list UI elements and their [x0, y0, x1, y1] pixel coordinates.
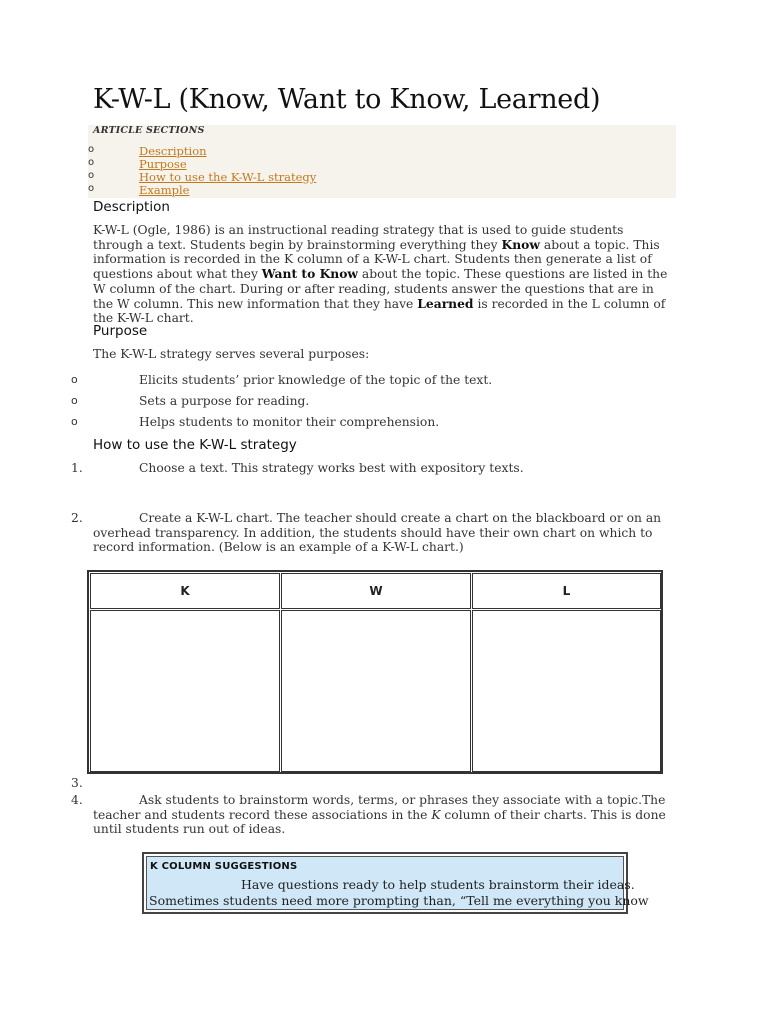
purpose-item-text: Elicits students’ prior knowledge of the topic of the text. — [139, 373, 493, 387]
step-4-text-part: column of their charts. This is done until students run out of ideas. — [93, 807, 666, 836]
bullet-marker: o — [88, 144, 95, 155]
purpose-item — [71, 394, 671, 410]
section-link-how-to[interactable]: How to use the K-W-L strategy — [139, 170, 317, 184]
step-4-text — [93, 793, 676, 837]
description-bold-learned: Learned — [417, 295, 474, 311]
step-number: 2. — [71, 511, 83, 525]
kwl-cell-k — [90, 610, 280, 772]
purpose-item-text: Sets a purpose for reading. — [139, 394, 310, 408]
purpose-item — [71, 373, 671, 389]
description-heading: Description — [93, 199, 170, 215]
step-4-k-italic: K — [431, 807, 441, 822]
bullet-marker: o — [71, 373, 78, 386]
section-link-description[interactable]: Description — [139, 144, 207, 158]
description-text: is recorded in the L column of the K-W-L chart. — [93, 296, 666, 326]
kwl-header-k: K — [90, 573, 280, 609]
step-2-text: Create a K-W-L chart. The teacher should create a chart on the blackboard or on an overhead transparency. In addition, the students should have their own chart on which to record information. (Below is an example of a K-W-L chart.) — [93, 511, 662, 554]
step-4-text-part: Ask students to brainstorm words, terms, or phrases they associate with a topic.The teacher and students record these associations in the — [93, 793, 666, 822]
k-column-suggestions-title: K COLUMN SUGGESTIONS — [150, 861, 298, 872]
step-number: 3. — [71, 776, 83, 790]
section-item — [88, 144, 676, 157]
section-link-purpose[interactable]: Purpose — [139, 157, 187, 171]
kwl-cell-w — [281, 610, 471, 772]
description-text: about a topic. This information is recorded in the K column of a K-W-L chart. Students then generate a list of questions about what they — [93, 237, 660, 282]
section-item — [88, 183, 676, 196]
k-column-suggestions-panel — [146, 856, 649, 910]
page-title: K-W-L (Know, Want to Know, Learned) — [93, 84, 601, 115]
bullet-marker: o — [88, 183, 95, 194]
kwl-header-w: W — [281, 573, 471, 609]
description-text: about the topic. These questions are listed in the W column of the chart. During or after reading, students answer the questions that are in the W column. This new information that they have — [93, 267, 668, 311]
step-1-text: Choose a text. This strategy works best with expository texts. — [139, 461, 524, 475]
description-paragraph — [93, 223, 676, 326]
purpose-heading: Purpose — [93, 323, 148, 339]
description-bold-want: Want to Know — [261, 266, 358, 282]
section-item — [88, 170, 676, 183]
bullet-marker: o — [71, 415, 78, 428]
purpose-item-text: Helps students to monitor their comprehension. — [139, 415, 440, 429]
bullet-marker: o — [88, 157, 95, 168]
purpose-item — [71, 415, 671, 431]
kwl-cell-l — [472, 610, 661, 772]
description-bold-know: Know — [501, 236, 540, 252]
bullet-marker: o — [88, 170, 95, 181]
article-sections-box — [88, 125, 676, 198]
description-text: K-W-L (Ogle, 1986) is an instructional reading strategy that is used to guide students through a text. Students begin by brainstorming everything they — [93, 223, 624, 252]
k-column-suggestions-line: Have questions ready to help students brainstorm their ideas. — [241, 877, 635, 892]
k-column-suggestions-line: Sometimes students need more prompting than, “Tell me everything you know — [149, 893, 649, 908]
article-sections-heading: ARTICLE SECTIONS — [93, 125, 205, 136]
section-item — [88, 157, 676, 170]
step-number: 4. — [71, 793, 83, 807]
kwl-header-l: L — [472, 573, 661, 609]
section-link-example[interactable]: Example — [139, 183, 190, 197]
how-to-heading: How to use the K-W-L strategy — [93, 437, 297, 453]
kwl-chart — [87, 570, 663, 774]
step-number: 1. — [71, 461, 83, 475]
purpose-intro: The K-W-L strategy serves several purposes: — [93, 347, 370, 361]
bullet-marker: o — [71, 394, 78, 407]
k-column-suggestions-box — [142, 852, 649, 914]
